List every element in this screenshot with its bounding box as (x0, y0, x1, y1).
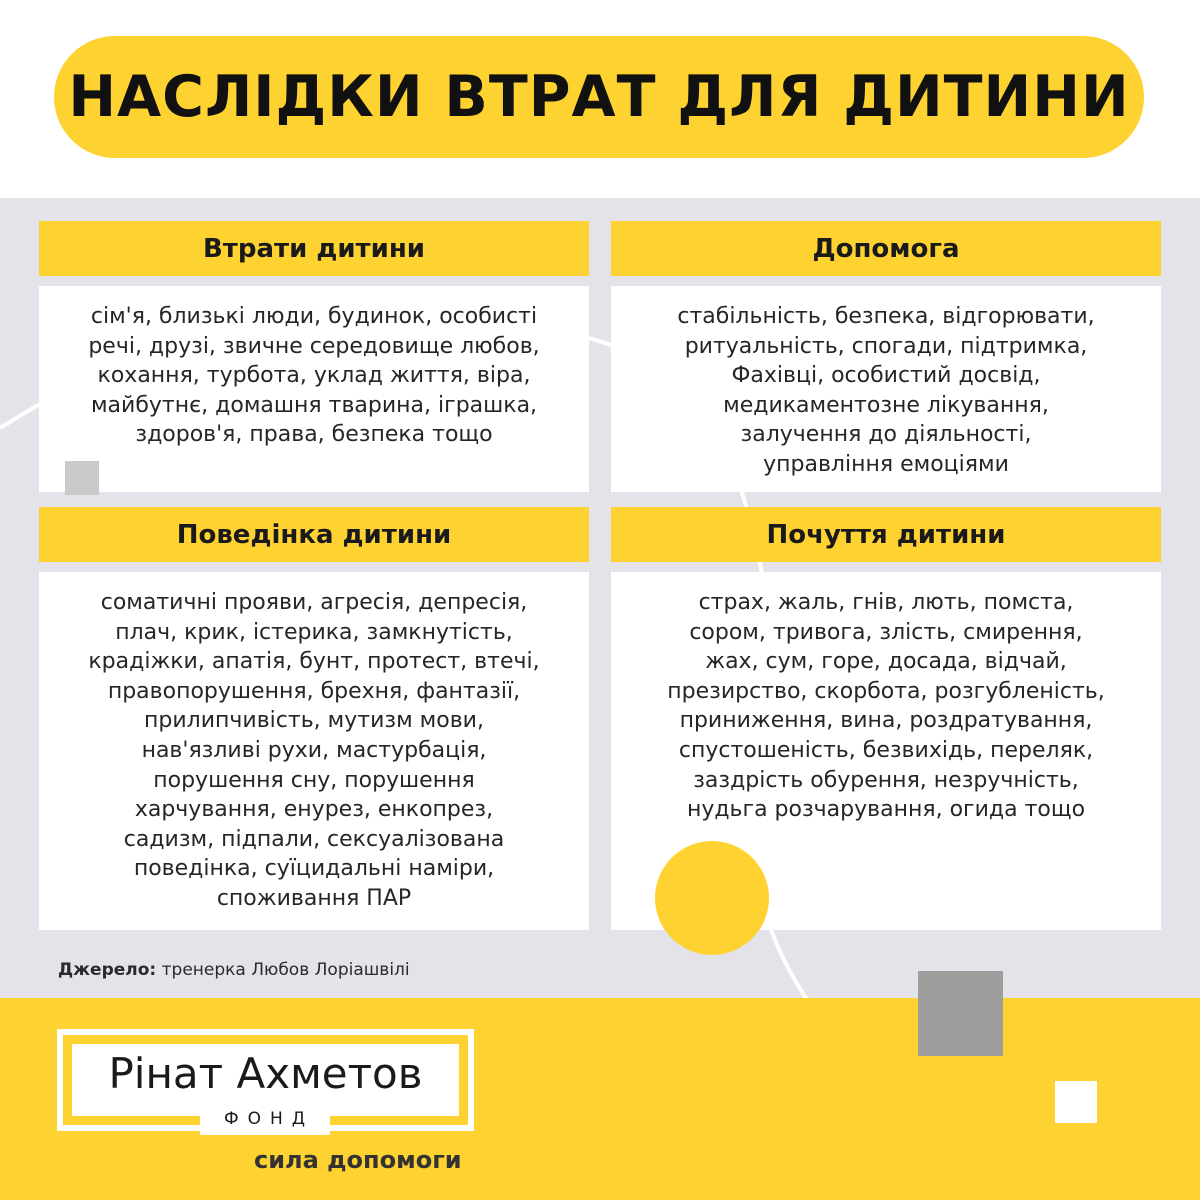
logo-name: Рінат Ахметов (108, 1048, 423, 1098)
card-line: презирство, скорбота, розгубленість, (667, 678, 1105, 704)
card-line: управління емоціями (763, 451, 1009, 477)
slogan: сила допомоги (254, 1146, 462, 1174)
page-title: НАСЛІДКИ ВТРАТ ДЛЯ ДИТИНИ (68, 64, 1130, 130)
card-line: соматичні прояви, агресія, депресія, (100, 590, 528, 615)
card-line: споживання ПАР (216, 885, 412, 911)
card-line: заздрість обурення, незручність, (693, 767, 1079, 793)
card-heading: Почуття дитини (766, 519, 1006, 550)
card-line: сім'я, близькі люди, будинок, особисті (90, 304, 538, 329)
card-header-behavior (39, 507, 589, 562)
card-line: плач, крик, істерика, замкнутість, (115, 619, 513, 645)
card-line: прилипчивість, мутизм мови, (144, 708, 484, 734)
card-line: залучення до діяльності, (740, 422, 1032, 448)
card-line: стабільність, безпека, відгорювати, (677, 304, 1095, 329)
card-line: спустошеність, безвихідь, переляк, (678, 737, 1094, 763)
card-line: харчування, енурез, енкопрез, (134, 797, 494, 823)
card-line: сором, тривога, злість, смирення, (689, 619, 1083, 645)
card-line: поведінка, суїцидальні наміри, (133, 856, 495, 882)
card-line: жах, сум, горе, досада, відчай, (705, 649, 1067, 675)
card-body-help (611, 286, 1161, 492)
decorative-circle (655, 841, 769, 955)
card-line: майбутнє, домашня тварина, іграшка, (90, 392, 538, 418)
source-note (58, 960, 410, 980)
card-line: крадіжки, апатія, бунт, протест, втечі, (88, 649, 540, 675)
card-line: страх, жаль, гнів, лють, помста, (698, 590, 1074, 615)
card-line: кохання, турбота, уклад життя, віра, (97, 363, 531, 389)
card-line: здоров'я, права, безпека тощо (135, 422, 493, 448)
card-line: садизм, підпали, сексуалізована (123, 826, 505, 852)
card-line: приниження, вина, роздратування, (679, 708, 1093, 734)
card-line: медикаментозне лікування, (723, 392, 1049, 418)
title-banner (54, 36, 1144, 158)
card-line: правопорушення, брехня, фантазії, (107, 678, 521, 704)
source-label: Джерело: (58, 960, 157, 980)
card-header-losses (39, 221, 589, 276)
card-body-losses (39, 286, 589, 492)
card-heading: Втрати дитини (202, 233, 426, 264)
source-text: тренерка Любов Лоріашвілі (156, 960, 410, 980)
decorative-square-white (1055, 1081, 1097, 1123)
card-line: порушення сну, порушення (153, 767, 475, 793)
card-line: нудьга розчарування, огида тощо (686, 797, 1086, 823)
logo-fond: ФОНД (200, 1103, 330, 1135)
card-header-feelings (611, 507, 1161, 562)
card-line: ритуальність, спогади, підтримка, (684, 333, 1088, 359)
card-line: нав'язливі рухи, мастурбація, (141, 737, 487, 763)
decorative-square-dark (918, 971, 1003, 1056)
card-body-behavior (39, 572, 589, 930)
card-heading: Поведінка дитини (176, 519, 452, 550)
card-header-help (611, 221, 1161, 276)
decorative-square (65, 461, 99, 495)
card-line: Фахівці, особистий досвід, (731, 363, 1041, 389)
card-heading: Допомога (812, 233, 960, 264)
card-line: речі, друзі, звичне середовище любов, (88, 333, 540, 359)
